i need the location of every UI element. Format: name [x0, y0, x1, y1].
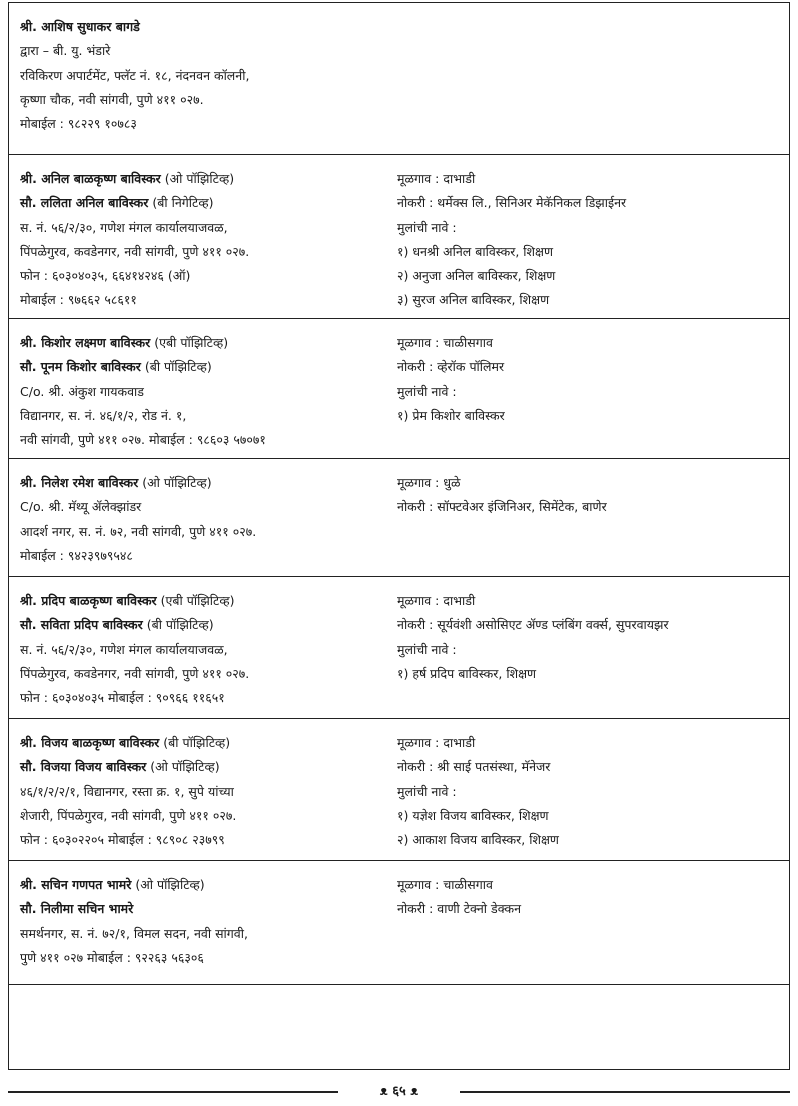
detail-line: मूळगाव : दाभाडी [397, 171, 476, 186]
address-text: नवी सांगवी, पुणे ४११ ०२७. मोबाईल : ९८६०३ ५७०७१ [20, 432, 266, 448]
entry-3-address [20, 331, 266, 452]
blood-group: (एबी पॉझिटिव्ह) [150, 335, 229, 350]
address-text: फोन : ६०३०४०३५ मोबाईल : ९०९६६ ११६५१ [20, 690, 225, 706]
footer-rule-right [460, 1091, 790, 1093]
entry-7 [9, 861, 789, 985]
entry-1-address [20, 15, 249, 136]
entry-2-details [397, 167, 626, 313]
address-text: स. नं. ५६/२/३०, गणेश मंगल कार्यालयाजवळ, [20, 641, 228, 657]
person-name: श्री. अनिल बाळकृष्ण बाविस्कर [20, 171, 161, 186]
address-line [20, 191, 249, 215]
detail-line: मुलांची नावे : [397, 383, 457, 399]
entry-7-address [20, 873, 248, 970]
entry-5-address [20, 589, 249, 710]
blood-group: (ओ पॉझिटिव्ह) [138, 475, 212, 490]
address-text: ४६/१/२/२/१, विद्यानगर, रस्ता क्र. १, सुपे यांच्या [20, 783, 234, 799]
detail-line: नोकरी : वाणी टेक्नो डेक्कन [397, 901, 522, 917]
detail-line: मूळगाव : चाळीसगाव [397, 335, 493, 350]
address-text: आदर्श नगर, स. नं. ७२, नवी सांगवी, पुणे ४११ ०२७. [20, 523, 257, 539]
address-line [20, 380, 266, 404]
address-line [20, 755, 236, 779]
detail-line: मुलांची नावे : [397, 783, 457, 799]
address-line [20, 804, 236, 828]
address-text: पुणे ४११ ०२७ मोबाईल : ९२२६३ ५६३०६ [20, 949, 204, 965]
address-text: पिंपळेगुरव, कवडेनगर, नवी सांगवी, पुणे ४११ ०२७. [20, 243, 250, 259]
entry-6-address [20, 731, 236, 852]
entry-4 [9, 459, 789, 577]
address-line [20, 15, 249, 39]
person-name: श्री. आशिष सुधाकर बागडे [20, 19, 140, 34]
person-name: श्री. विजय बाळकृष्ण बाविस्कर [20, 735, 160, 750]
blood-group: (बी पॉझिटिव्ह) [140, 359, 212, 375]
detail-line: नोकरी : श्री साई पतसंस्था, मॅनेजर [397, 759, 551, 775]
address-text: समर्थनगर, स. नं. ७२/१, विमल सदन, नवी सांगवी, [20, 925, 248, 941]
entry-2-address [20, 167, 249, 313]
footer-rule-left [8, 1091, 338, 1093]
address-line [20, 922, 248, 946]
address-line [20, 662, 249, 686]
address-line [20, 828, 236, 852]
address-line [20, 638, 249, 662]
entry-3-details [397, 331, 505, 428]
address-text: फोन : ६०३०४०३५, ६६४१४२४६ (ऑ) [20, 268, 191, 284]
address-line [20, 897, 248, 921]
address-text: फोन : ६०३०२२०५ मोबाईल : ९८९०८ २३७९९ [20, 832, 225, 848]
person-name: श्री. प्रदिप बाळकृष्ण बाविस्कर [20, 593, 157, 608]
person-name: श्री. निलेश रमेश बाविस्कर [20, 475, 139, 490]
address-line [20, 331, 266, 355]
address-text: मोबाईल : ९८२२९ १०७८३ [20, 116, 137, 132]
blood-group: (ओ पॉझिटिव्ह) [146, 759, 220, 775]
address-text: द्वारा – बी. यु. भंडारे [20, 43, 111, 59]
address-line [20, 731, 236, 755]
address-line [20, 240, 249, 264]
address-line [20, 544, 256, 568]
address-line [20, 355, 266, 379]
address-text: विद्यानगर, स. नं. ४६/१/२, रोड नं. १, [20, 407, 187, 423]
address-line [20, 471, 256, 495]
address-text: मोबाईल : ९४२३९७९५४८ [20, 547, 133, 563]
address-text: C/o. श्री. अंकुश गायकवाड [20, 383, 144, 399]
detail-line: नोकरी : व्हेरॉक पॉलिमर [397, 359, 505, 375]
address-line [20, 613, 249, 637]
detail-line: मूळगाव : दाभाडी [397, 593, 476, 608]
person-name: श्री. किशोर लक्ष्मण बाविस्कर [20, 335, 151, 350]
address-line [20, 873, 248, 897]
blood-group: (बी पॉझिटिव्ह) [159, 735, 231, 750]
blood-group: (ओ पॉझिटिव्ह) [160, 171, 235, 186]
entry-2 [9, 155, 789, 319]
entry-3 [9, 319, 789, 459]
entry-6-details [397, 731, 559, 852]
person-name: सौ. पूनम किशोर बाविस्कर [20, 359, 141, 375]
detail-line: मूळगाव : चाळीसगाव [397, 877, 493, 892]
address-line [20, 112, 249, 136]
person-name: सौ. विजया विजय बाविस्कर [20, 759, 147, 775]
entry-6 [9, 719, 789, 861]
address-line [20, 428, 266, 452]
address-text: मोबाईल : ९७६६२ ५८६११ [20, 292, 137, 308]
entry-4-address [20, 471, 256, 568]
address-line [20, 64, 249, 88]
address-line [20, 686, 249, 710]
detail-line: २) आकाश विजय बाविस्कर, शिक्षण [397, 832, 559, 848]
address-line [20, 167, 249, 191]
detail-line: मुलांची नावे : [397, 641, 457, 657]
address-text: स. नं. ५६/२/३०, गणेश मंगल कार्यालयाजवळ, [20, 219, 228, 235]
detail-line: २) अनुजा अनिल बाविस्कर, शिक्षण [397, 268, 556, 284]
empty-entry [9, 985, 789, 1069]
detail-line: नोकरी : सॉफ्टवेअर इंजिनिअर, सिमेंटेक, बाणेर [397, 499, 607, 515]
person-name: सौ. सविता प्रदिप बाविस्कर [20, 617, 143, 633]
person-name: सौ. निलीमा सचिन भामरे [20, 901, 134, 917]
detail-line: मुलांची नावे : [397, 219, 457, 235]
address-line [20, 404, 266, 428]
directory-frame [8, 2, 790, 1070]
detail-line: १) यज्ञेश विजय बाविस्कर, शिक्षण [397, 807, 549, 823]
detail-line: नोकरी : थर्मेक्स लि., सिनिअर मेकॅनिकल डिझाईनर [397, 195, 627, 211]
address-line [20, 589, 249, 613]
address-line [20, 264, 249, 288]
address-line [20, 288, 249, 312]
address-line [20, 88, 249, 112]
entry-7-details [397, 873, 521, 922]
address-line [20, 216, 249, 240]
address-line [20, 780, 236, 804]
address-text: पिंपळेगुरव, कवडेनगर, नवी सांगवी, पुणे ४११ ०२७. [20, 665, 250, 681]
detail-line: मूळगाव : धुळे [397, 475, 461, 490]
blood-group: (एबी पॉझिटिव्ह) [156, 593, 235, 608]
detail-line: मूळगाव : दाभाडी [397, 735, 476, 750]
detail-line: १) प्रेम किशोर बाविस्कर [397, 407, 505, 423]
entry-5 [9, 577, 789, 719]
address-line [20, 946, 248, 970]
detail-line: ३) सुरज अनिल बाविस्कर, शिक्षण [397, 292, 550, 308]
person-name: श्री. सचिन गणपत भामरे [20, 877, 132, 892]
blood-group: (बी पॉझिटिव्ह) [142, 617, 214, 633]
address-line [20, 39, 249, 63]
page-number: ᴥ ६५ ᴥ [379, 1084, 419, 1099]
person-name: सौ. ललिता अनिल बाविस्कर [20, 195, 149, 211]
entry-5-details [397, 589, 669, 686]
address-line [20, 495, 256, 519]
address-text: शेजारी, पिंपळेगुरव, नवी सांगवी, पुणे ४११ ०२७. [20, 807, 237, 823]
address-line [20, 520, 256, 544]
blood-group: (बी निगेटिव्ह) [148, 195, 214, 211]
detail-line: नोकरी : सूर्यवंशी असोसिएट ॲण्ड प्लंबिंग वर्क्स, सुपरवायझर [397, 617, 669, 633]
page-footer [8, 1083, 790, 1101]
entry-1 [9, 3, 789, 155]
address-text: रविकिरण अपार्टमेंट, फ्लॅट नं. १८, नंदनवन कॉलनी, [20, 67, 250, 83]
address-text: कृष्णा चौक, नवी सांगवी, पुणे ४११ ०२७. [20, 91, 204, 107]
entry-4-details [397, 471, 607, 520]
address-text: C/o. श्री. मॅथ्यू ॲलेक्झांडर [20, 499, 142, 515]
detail-line: १) हर्ष प्रदिप बाविस्कर, शिक्षण [397, 665, 537, 681]
detail-line: १) धनश्री अनिल बाविस्कर, शिक्षण [397, 243, 554, 259]
blood-group: (ओ पॉझिटिव्ह) [131, 877, 205, 892]
